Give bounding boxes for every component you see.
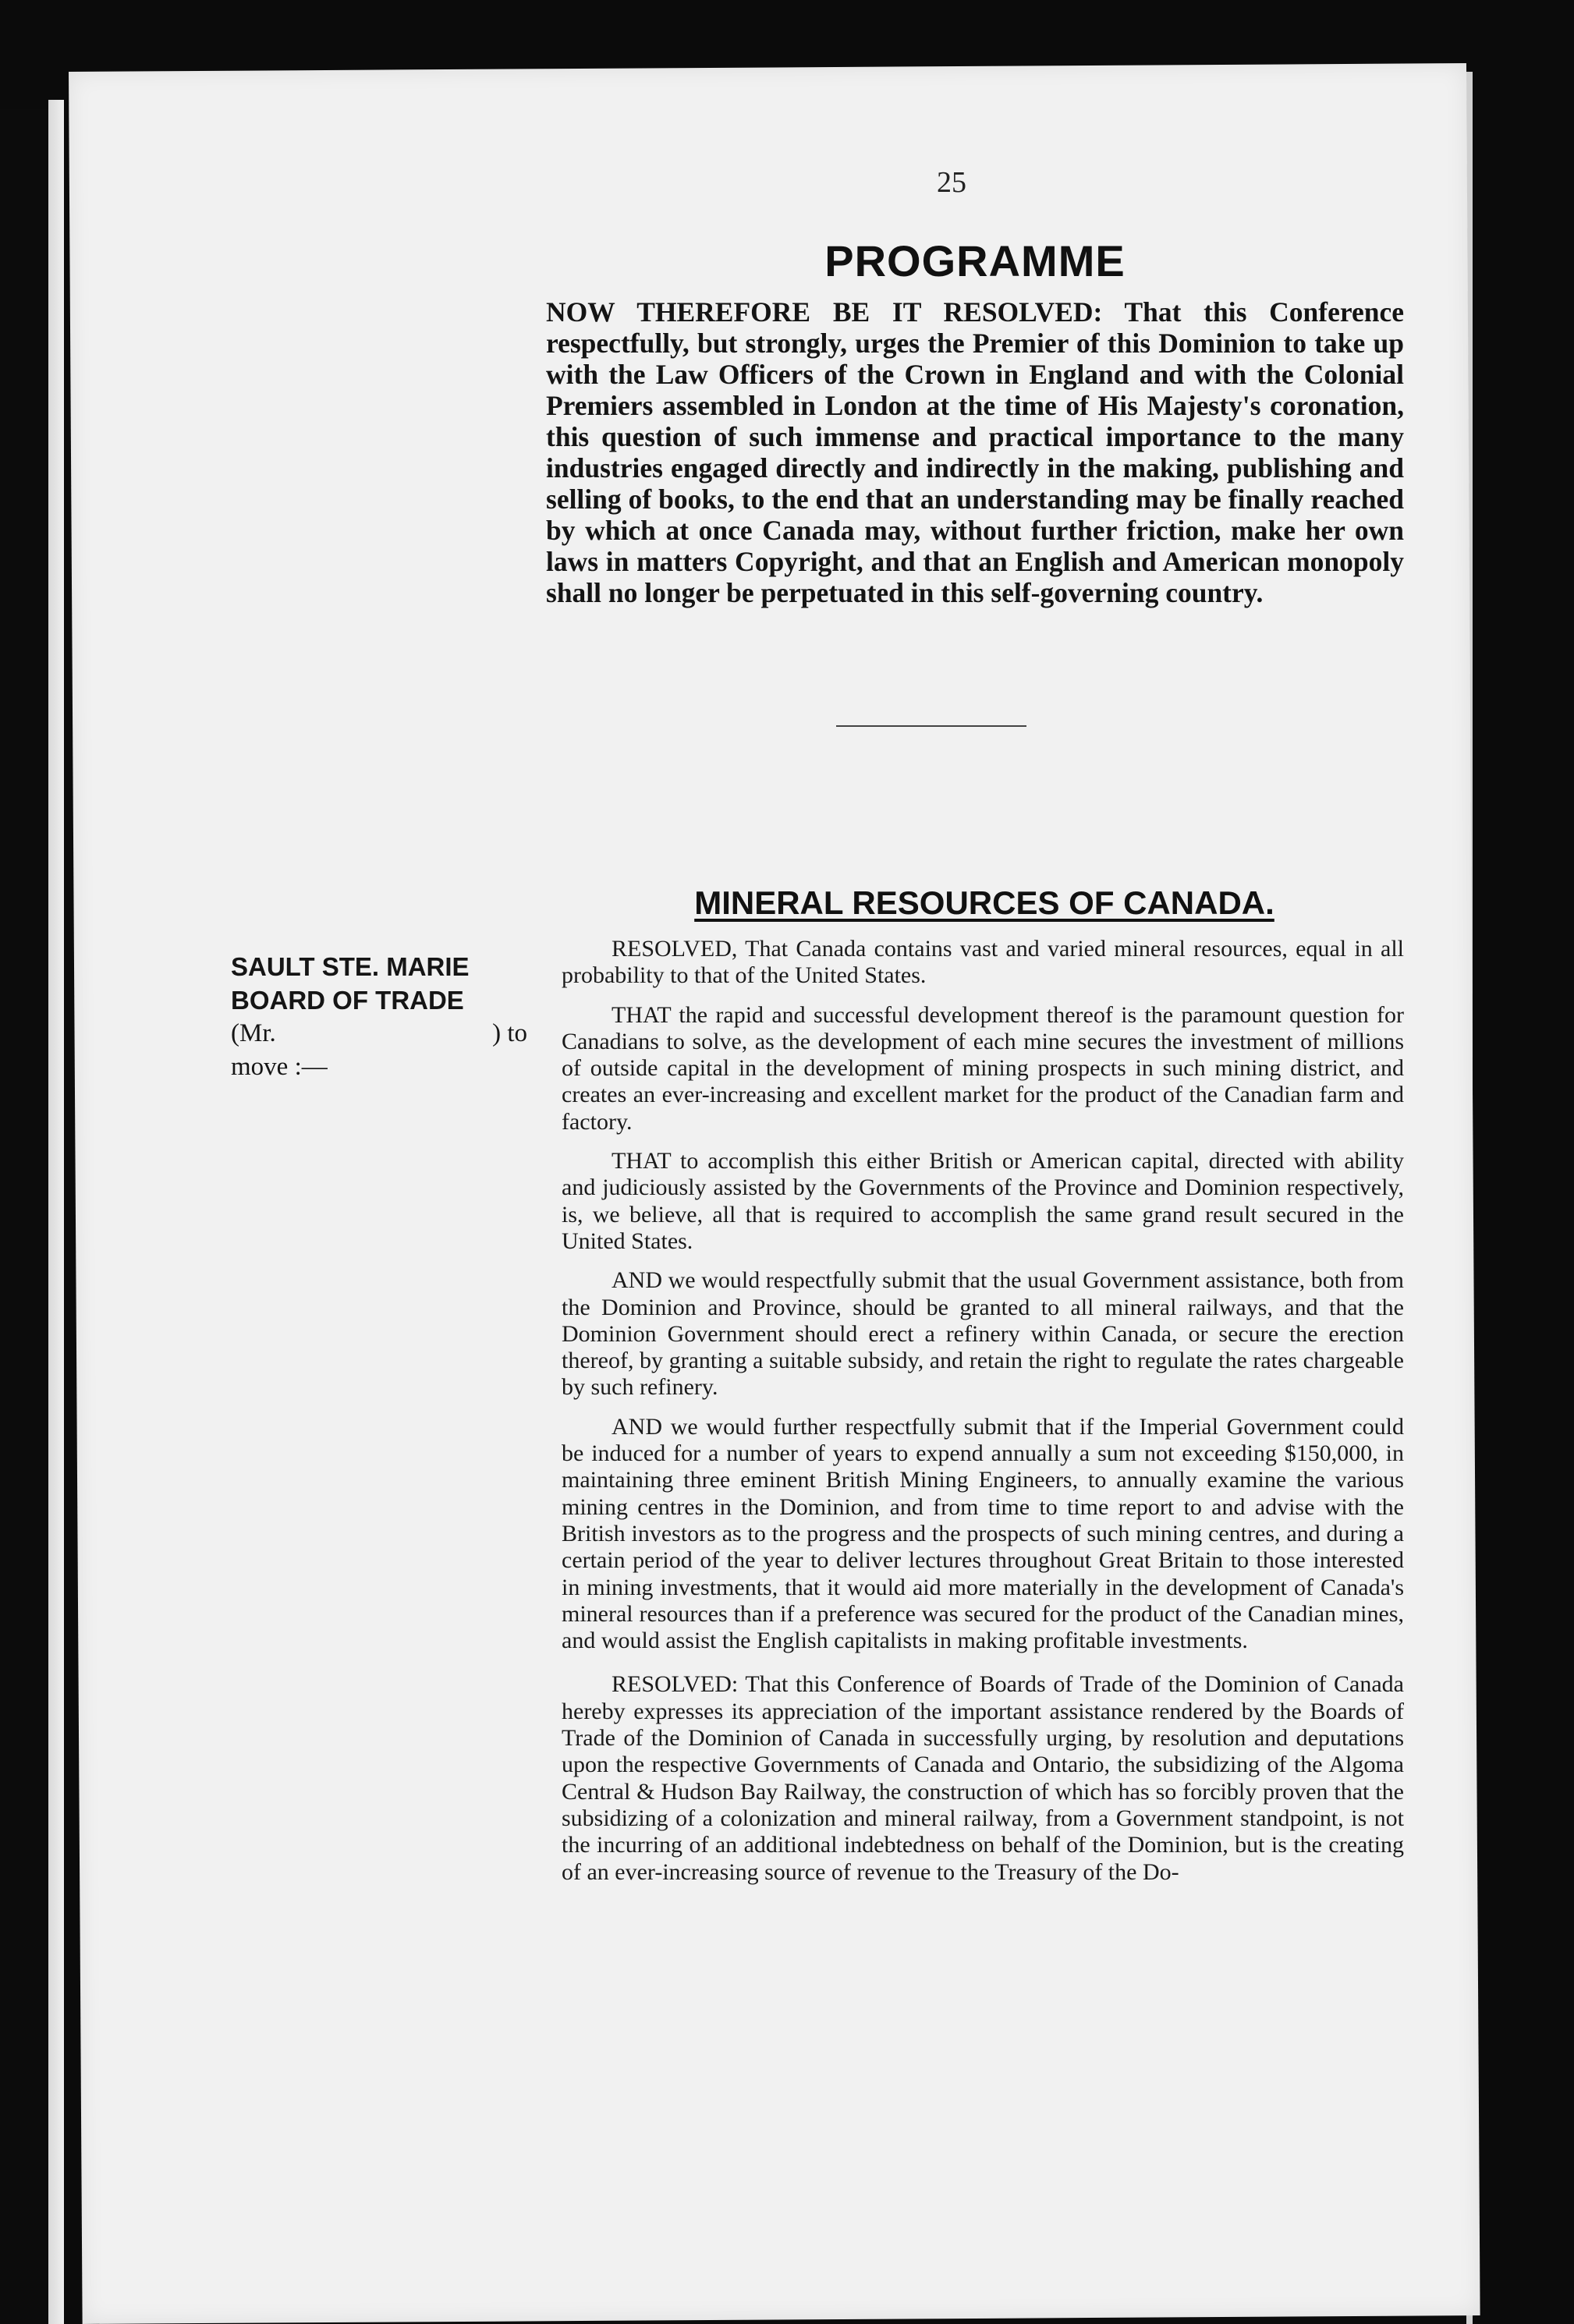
margin-note-line2: BOARD OF TRADE <box>231 986 464 1015</box>
paragraph: THAT to accomplish this either British or American capital, directed with ability and judiciously assisted by the Governments of the Province and Dominion respectively, is, we believe, all that is required to accomplish the same grand result secured in the United States. <box>562 1148 1404 1254</box>
section-divider <box>836 725 1026 727</box>
paragraph: THAT the rapid and successful development thereof is the paramount question for Canadians to solve, as the development of each mine secures the investment of millions of outside capital in the development of mining prospects in such mining district, and creates an ever-increasing and excellent market for the product of the Canadian farm and factory. <box>562 1001 1404 1135</box>
margin-note-mover <box>231 1017 527 1050</box>
section-body <box>562 936 1404 1898</box>
page-heading: PROGRAMME <box>824 236 1126 285</box>
margin-note <box>231 950 527 1084</box>
left-page-sliver <box>48 100 64 2324</box>
margin-note-to: ) to <box>492 1019 527 1047</box>
margin-note-move: move :— <box>231 1053 328 1081</box>
section-title: MINERAL RESOURCES OF CANADA. <box>694 884 1274 921</box>
paragraph: RESOLVED: That this Conference of Boards of Trade of the Dominion of Canada hereby expresses its appreciation of the important assistance rendered by the Boards of Trade of the Dominion of Canada in successfully urging, by resolution and deputations upon the respective Governments of Canada and Ontario, the subsidizing of the Algoma Central & Hudson Bay Railway, the construction of which has so forcibly proven that the subsidizing of a colonization and mineral railway, from a Government standpoint, is not the incurring of an additional indebtedness on behalf of the Dominion, but is the creating of an ever-increasing source of revenue to the Treasury of the Do- <box>562 1671 1404 1885</box>
page-number: 25 <box>937 166 966 199</box>
paragraph: AND we would respectfully submit that the usual Government assistance, both from the Dominion and Province, should be granted to all mineral railways, and that the Dominion Government should erect a refinery within Canada, or secure the erection thereof, by granting a suitable subsidy, and retain the right to regulate the rates chargeable by such refinery. <box>562 1267 1404 1401</box>
left-page-shadow <box>0 109 48 2324</box>
margin-note-line1: SAULT STE. MARIE <box>231 952 470 981</box>
paragraph: RESOLVED, That Canada contains vast and varied mineral resources, equal in all probability to that of the United States. <box>562 936 1404 989</box>
programme-resolution: NOW THEREFORE BE IT RESOLVED: That this Conference respectfully, but strongly, urges the Premier of this Dominion to take up with the Law Officers of the Crown in England and with the Colonial Premiers assembled in London at the time of His Majesty's coronation, this question of such immense and practical importance to the many industries engaged directly and indirectly in the making, publishing and selling of books, to the end that an understanding may be finally reached by which at once Canada may, without further friction, make her own laws in matters Copyright, and that an English and American monopoly shall no longer be perpetuated in this self-governing country. <box>546 296 1404 608</box>
paragraph: AND we would further respectfully submit that if the Imperial Government could be induced for a number of years to expend annually a sum not exceeding $150,000, in maintaining three eminent British Mining Engineers, to annually examine the various mining centres in the Dominion, and from time to time report to and advise with the British investors as to the progress and the prospects of such mining centres, and during a certain period of the year to deliver lectures throughout Great Britain to those interested in mining investments, that it would aid more materially in the development of Canada's mineral resources than if a preference was secured for the product of the Canadian mines, and would assist the English capitalists in making profitable investments. <box>562 1413 1404 1654</box>
margin-note-mr: (Mr. <box>231 1019 276 1047</box>
